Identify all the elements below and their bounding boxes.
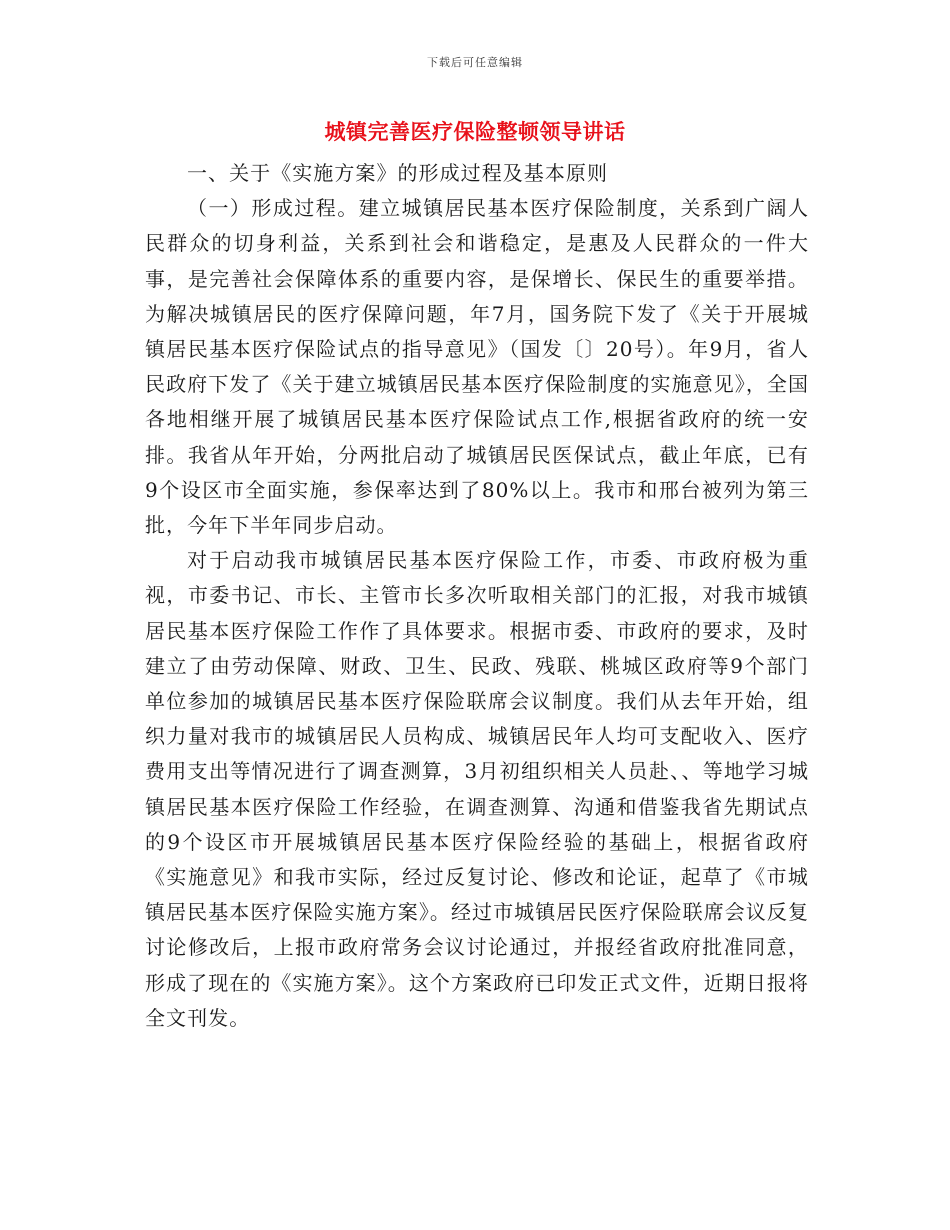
paragraph: （一）形成过程。建立城镇居民基本医疗保险制度，关系到广阔人民群众的切身利益，关系到社会和谐稳定，是惠及人民群众的一件大事，是完善社会保障体系的重要内容，是保增长、保民生的重要举措。为解决城镇居民的医疗保障问题，年7月，国务院下发了《关于开展城镇居民基本医疗保险试点的指导意见》（国发〔〕20号）。年9月，省人民政府下发了《关于建立城镇居民基本医疗保险制度的实施意见》，全国各地相继开展了城镇居民基本医疗保险试点工作,根据省政府的统一安排。我省从年开始，分两批启动了城镇居民医保试点，截止年底，已有9个设区市全面实施，参保率达到了80%以上。我市和邢台被列为第三批，今年下半年同步启动。 bbox=[145, 196, 809, 538]
section-heading: 一、关于《实施方案》的形成过程及基本原则 bbox=[187, 161, 608, 185]
document-body bbox=[145, 156, 809, 1036]
document-title: 城镇完善医疗保险整顿领导讲话 bbox=[324, 120, 626, 144]
paragraph: 对于启动我市城镇居民基本医疗保险工作，市委、市政府极为重视，市委书记、市长、主管市长多次听取相关部门的汇报，对我市城镇居民基本医疗保险工作作了具体要求。根据市委、市政府的要求，及时建立了由劳动保障、财政、卫生、民政、残联、桃城区政府等9个部门单位参加的城镇居民基本医疗保险联席会议制度。我们从去年开始，组织力量对我市的城镇居民人员构成、城镇居民年人均可支配收入、医疗费用支出等情况进行了调查测算，3月初组织相关人员赴、、等地学习城镇居民基本医疗保险工作经验，在调查测算、沟通和借鉴我省先期试点的9个设区市开展城镇居民基本医疗保险经验的基础上，根据省政府《实施意见》和我市实际，经过反复讨论、修改和论证，起草了《市城镇居民基本医疗保险实施方案》。经过市城镇居民医疗保险联席会议反复讨论修改后，上报市政府常务会议讨论通过，并报经省政府批准同意，形成了现在的《实施方案》。这个方案政府已印发正式文件，近期日报将全文刊发。 bbox=[145, 548, 809, 1030]
header-note: 下载后可任意编辑 bbox=[427, 56, 523, 69]
